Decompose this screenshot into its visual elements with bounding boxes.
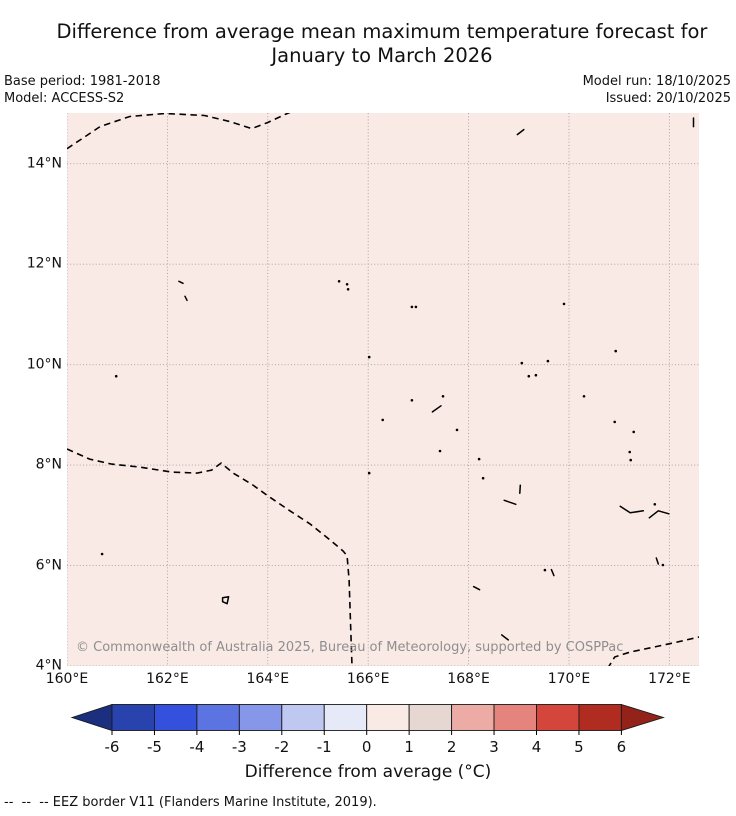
base-period-text: Base period: 1981-2018 (4, 74, 161, 89)
island-dot (411, 306, 414, 309)
map-canvas (67, 113, 699, 666)
colorbar-tick-label: -3 (231, 738, 247, 756)
island-outline (520, 485, 521, 493)
colorbar (60, 700, 680, 740)
island-dot (614, 350, 617, 353)
island-dot (347, 288, 350, 291)
map-area (67, 113, 699, 666)
model-text: Model: ACCESS-S2 (4, 90, 125, 106)
colorbar-segment (282, 705, 324, 731)
colorbar-tick-label: 4 (531, 738, 542, 756)
colorbar-tick-label: -1 (316, 738, 332, 756)
y-tick-label: 14°N (26, 155, 62, 172)
colorbar-tick-label: 0 (361, 738, 372, 756)
colorbar-segment (579, 705, 621, 731)
island-dot (346, 283, 349, 286)
island-dot (563, 303, 566, 306)
colorbar-tick-label: -2 (274, 738, 290, 756)
x-tick-label: 168°E (447, 671, 490, 687)
island-dot (521, 362, 524, 365)
x-tick-label: 170°E (547, 671, 591, 687)
colorbar-tick-label: -5 (146, 738, 162, 756)
colorbar-segment (112, 705, 154, 731)
island-dot (528, 375, 531, 378)
colorbar-segment (452, 705, 494, 731)
colorbar-segment (409, 705, 451, 731)
ocean-fill (67, 113, 699, 666)
x-tick-label: 164°E (246, 671, 290, 687)
island-dot (544, 569, 547, 572)
island-dot (482, 477, 485, 480)
colorbar-tick-label: -4 (189, 738, 205, 756)
island-dot (101, 553, 104, 556)
y-tick-label: 8°N (35, 456, 62, 473)
colorbar-segment (494, 705, 536, 731)
colorbar-tick-label: 5 (574, 738, 584, 756)
model-run-text: Model run: 18/10/2025 (582, 74, 731, 89)
y-tick-label: 4°N (35, 657, 62, 674)
island-dot (368, 472, 371, 475)
colorbar-tick-label: 1 (404, 738, 414, 756)
meta-left (4, 74, 161, 107)
island-dot (456, 429, 459, 432)
issued-text: Issued: 20/10/2025 (605, 90, 731, 106)
colorbar-segment (367, 705, 409, 731)
x-tick-label: 172°E (648, 671, 691, 687)
colorbar-label: Difference from average (°C) (244, 762, 492, 782)
colorbar-right-arrow (621, 705, 663, 731)
island-dot (662, 564, 665, 567)
colorbar-canvas (60, 700, 680, 740)
copyright-text: © Commonwealth of Australia 2025, Bureau of Meteorology, supported by COSPPac (76, 640, 624, 655)
colorbar-segment (537, 705, 579, 731)
y-tick-label: 12°N (26, 255, 62, 272)
island-dot (415, 306, 418, 309)
island-dot (632, 431, 635, 434)
island-dot (338, 280, 341, 283)
x-tick-label: 160°E (45, 671, 89, 687)
colorbar-segment (239, 705, 281, 731)
colorbar-tick-label: 3 (489, 738, 499, 756)
y-tick-label: 6°N (35, 557, 62, 574)
page-title (28, 20, 736, 68)
colorbar-tick-label: -6 (104, 738, 120, 756)
island-dot (439, 450, 442, 453)
colorbar-segment (154, 705, 196, 731)
meta-right (583, 74, 731, 107)
island-dot (411, 399, 414, 402)
title-line1: Difference from average mean maximum temperature forecast for (56, 20, 708, 43)
island-dot (613, 421, 616, 424)
island-dot (583, 395, 586, 398)
colorbar-tick-label: 6 (616, 738, 627, 756)
eez-legend-note: -- -- -- EEZ border V11 (Flanders Marine Institute, 2019). (4, 795, 377, 810)
island-dot (547, 360, 550, 363)
island-dot (478, 458, 481, 461)
x-tick-label: 166°E (346, 671, 390, 687)
colorbar-segment (197, 705, 239, 731)
island-dot (442, 395, 445, 398)
colorbar-left-arrow (72, 705, 112, 731)
island-dot (535, 374, 538, 377)
island-dot (115, 375, 118, 378)
colorbar-segment (324, 705, 366, 731)
island-dot (368, 356, 371, 359)
island-dot (629, 459, 632, 462)
title-line2: January to March 2026 (271, 44, 493, 67)
island-dot (628, 451, 631, 454)
island-dot (654, 503, 657, 506)
island-dot (381, 419, 384, 422)
y-tick-label: 10°N (26, 356, 62, 373)
colorbar-tick-label: 2 (446, 738, 457, 756)
x-tick-label: 162°E (146, 671, 189, 687)
